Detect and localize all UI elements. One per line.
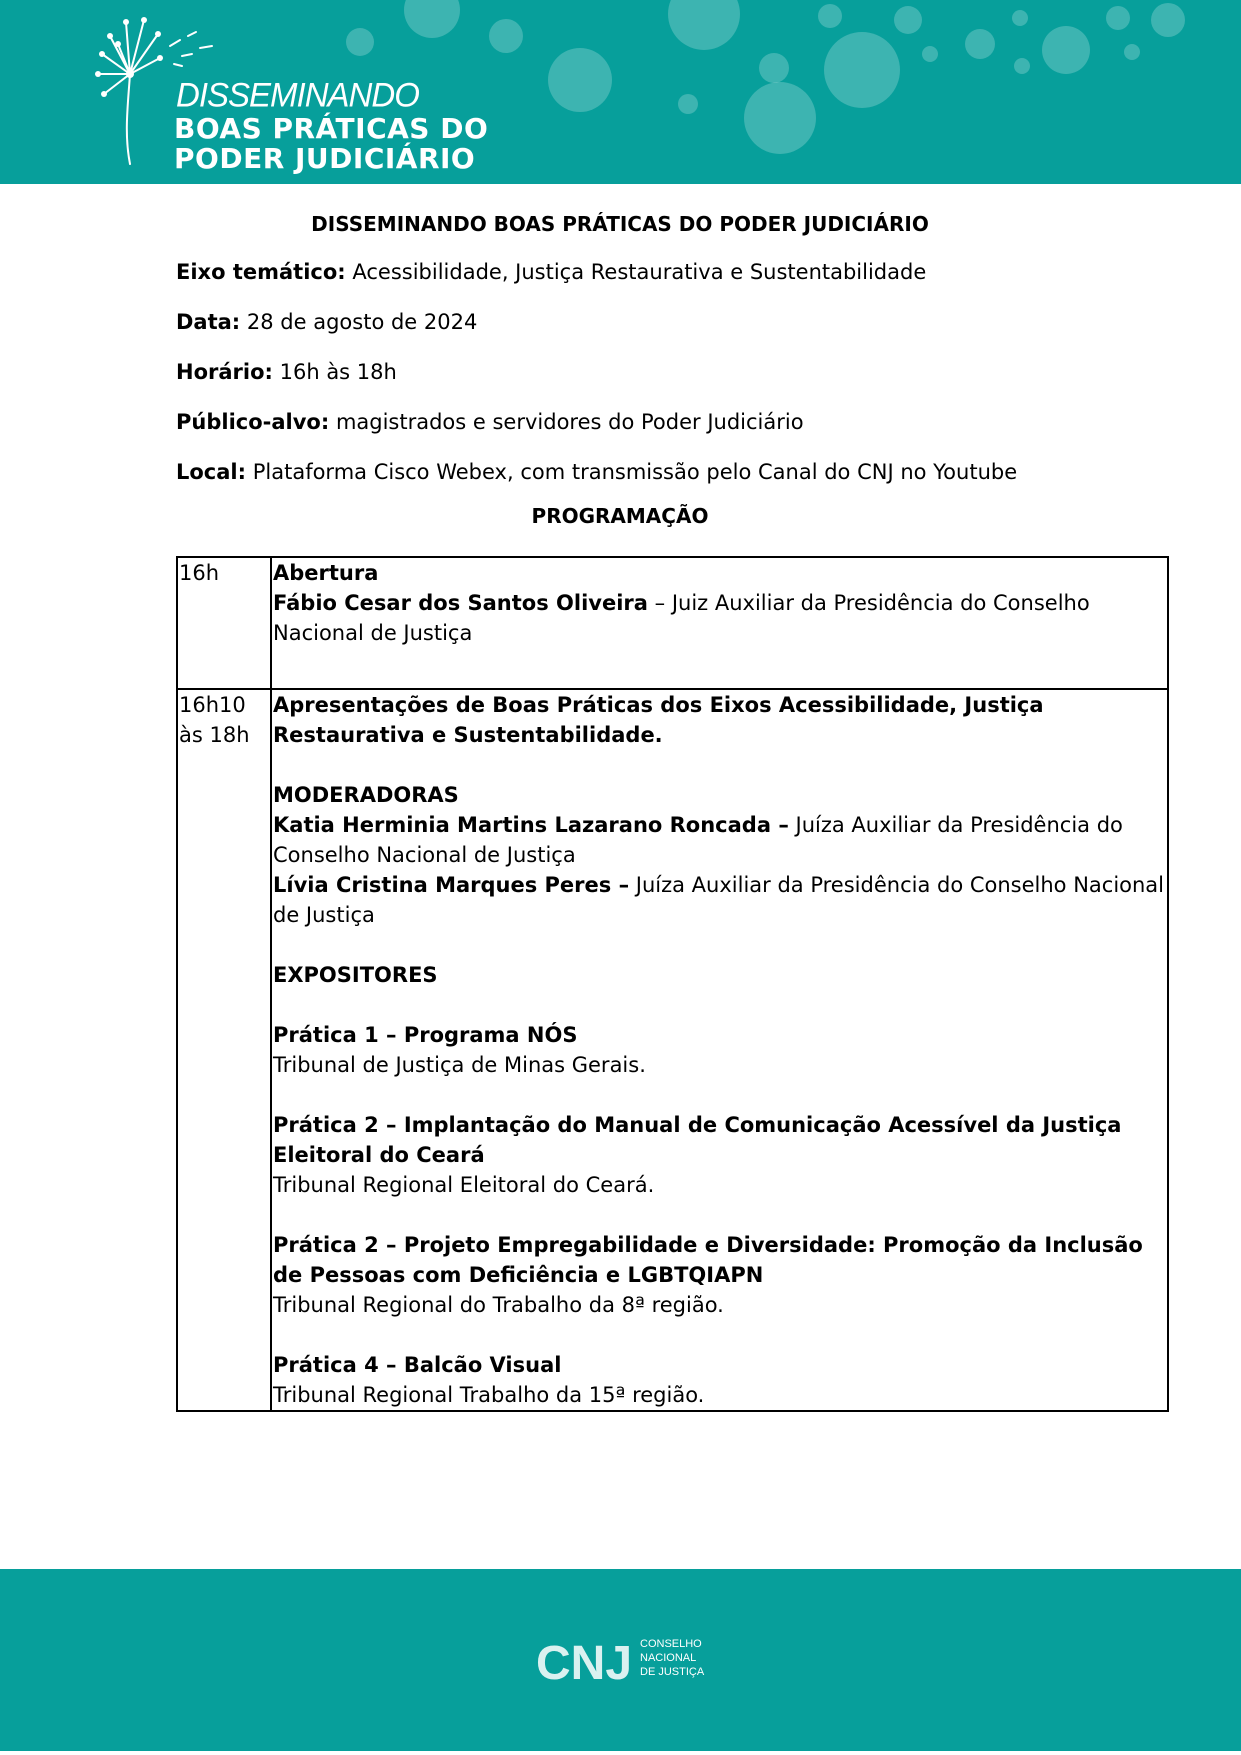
spacer (273, 990, 1167, 1020)
document-title: DISSEMINANDO BOAS PRÁTICAS DO PODER JUDICIÁRIO (311, 212, 929, 236)
speakers-heading: EXPOSITORES (273, 963, 438, 987)
content-cell (271, 689, 1168, 1411)
speaker (273, 588, 1167, 648)
info-label: Eixo temático: (176, 260, 346, 284)
practice-title: Prática 1 – Programa NÓS (273, 1023, 578, 1047)
info-value: 28 de agosto de 2024 (246, 310, 478, 334)
practice-title: Prática 4 – Balcão Visual (273, 1353, 562, 1377)
session-heading: Abertura (273, 561, 379, 585)
info-value: Acessibilidade, Justiça Restaurativa e Sustentabilidade (352, 260, 927, 284)
info-label: Local: (176, 460, 247, 484)
practice-title: Prática 2 – Projeto Empregabilidade e Diversidade: Promoção da Inclusão de Pessoas com Deficiência e LGBTQIAPN (273, 1233, 1143, 1287)
speaker-role: – Juiz Auxiliar da Presidência do Conselho Nacional de Justiça (273, 591, 1090, 645)
content-cell (271, 557, 1168, 689)
document-body (176, 208, 1170, 528)
spacer (273, 750, 1167, 780)
info-label: Público-alvo: (176, 410, 330, 434)
info-value: Plataforma Cisco Webex, com transmissão pelo Canal do CNJ no Youtube (252, 460, 1018, 484)
program-table (176, 556, 1169, 1412)
cnj-logo-subtitle (640, 1637, 704, 1679)
info-theme (176, 258, 1170, 286)
practice-title: Prática 2 – Implantação do Manual de Comunicação Acessível da Justiça Eleitoral do Ceará (273, 1113, 1122, 1167)
moderator-name: Lívia Cristina Marques Peres – (273, 873, 630, 897)
spacer (273, 930, 1167, 960)
time-cell: 16h10 às 18h (177, 689, 271, 1411)
practice-court: Tribunal de Justiça de Minas Gerais. (273, 1053, 646, 1077)
info-location (176, 458, 1170, 486)
practice-court: Tribunal Regional Trabalho da 15ª região. (273, 1383, 705, 1407)
program-title: PROGRAMAÇÃO (531, 504, 709, 528)
cnj-logo (536, 1637, 716, 1687)
cnj-logo-icon (536, 1637, 636, 1687)
info-label: Horário: (176, 360, 273, 384)
header-banner (0, 0, 1241, 184)
info-date (176, 308, 1170, 336)
logo-line-2: BOAS PRÁTICAS DO (174, 112, 489, 145)
info-value: magistrados e servidores do Poder Judiciário (335, 410, 804, 434)
cnj-sub-line: DE JUSTIÇA (640, 1666, 705, 1678)
spacer (273, 1320, 1167, 1350)
table-row (177, 689, 1168, 1411)
table-row (177, 557, 1168, 689)
footer-banner (0, 1569, 1241, 1751)
moderator (273, 870, 1167, 930)
moderator-role: Juíza Auxiliar da Presidência do Conselho Nacional de Justiça (273, 873, 1165, 927)
practice-court: Tribunal Regional do Trabalho da 8ª região. (273, 1293, 724, 1317)
spacer (273, 1200, 1167, 1230)
logo-line-3: PODER JUDICIÁRIO (174, 142, 476, 175)
spacer (273, 1080, 1167, 1110)
info-value: 16h às 18h (279, 360, 397, 384)
cnj-logo-text: CNJ (536, 1637, 633, 1687)
moderator (273, 810, 1167, 870)
moderator-role: Juíza Auxiliar da Presidência do Conselho Nacional de Justiça (273, 813, 1123, 867)
event-info (176, 258, 1170, 486)
moderator-name: Katia Herminia Martins Lazarano Roncada – (273, 813, 789, 837)
time-cell: 16h (177, 557, 271, 689)
practice-court: Tribunal Regional Eleitoral do Ceará. (273, 1173, 655, 1197)
moderators-heading: MODERADORAS (273, 783, 459, 807)
session-heading: Apresentações de Boas Práticas dos Eixos Acessibilidade, Justiça Restaurativa e Sustentabilidade. (273, 693, 1044, 747)
cnj-sub-line: NACIONAL (640, 1652, 697, 1664)
cnj-sub-line: CONSELHO (640, 1638, 702, 1650)
info-label: Data: (176, 310, 241, 334)
event-logo (92, 14, 489, 175)
info-audience (176, 408, 1170, 436)
info-time (176, 358, 1170, 386)
logo-line-1: DISSEMINANDO (176, 75, 419, 114)
speaker-name: Fábio Cesar dos Santos Oliveira (273, 591, 648, 615)
spacer (273, 648, 1167, 688)
